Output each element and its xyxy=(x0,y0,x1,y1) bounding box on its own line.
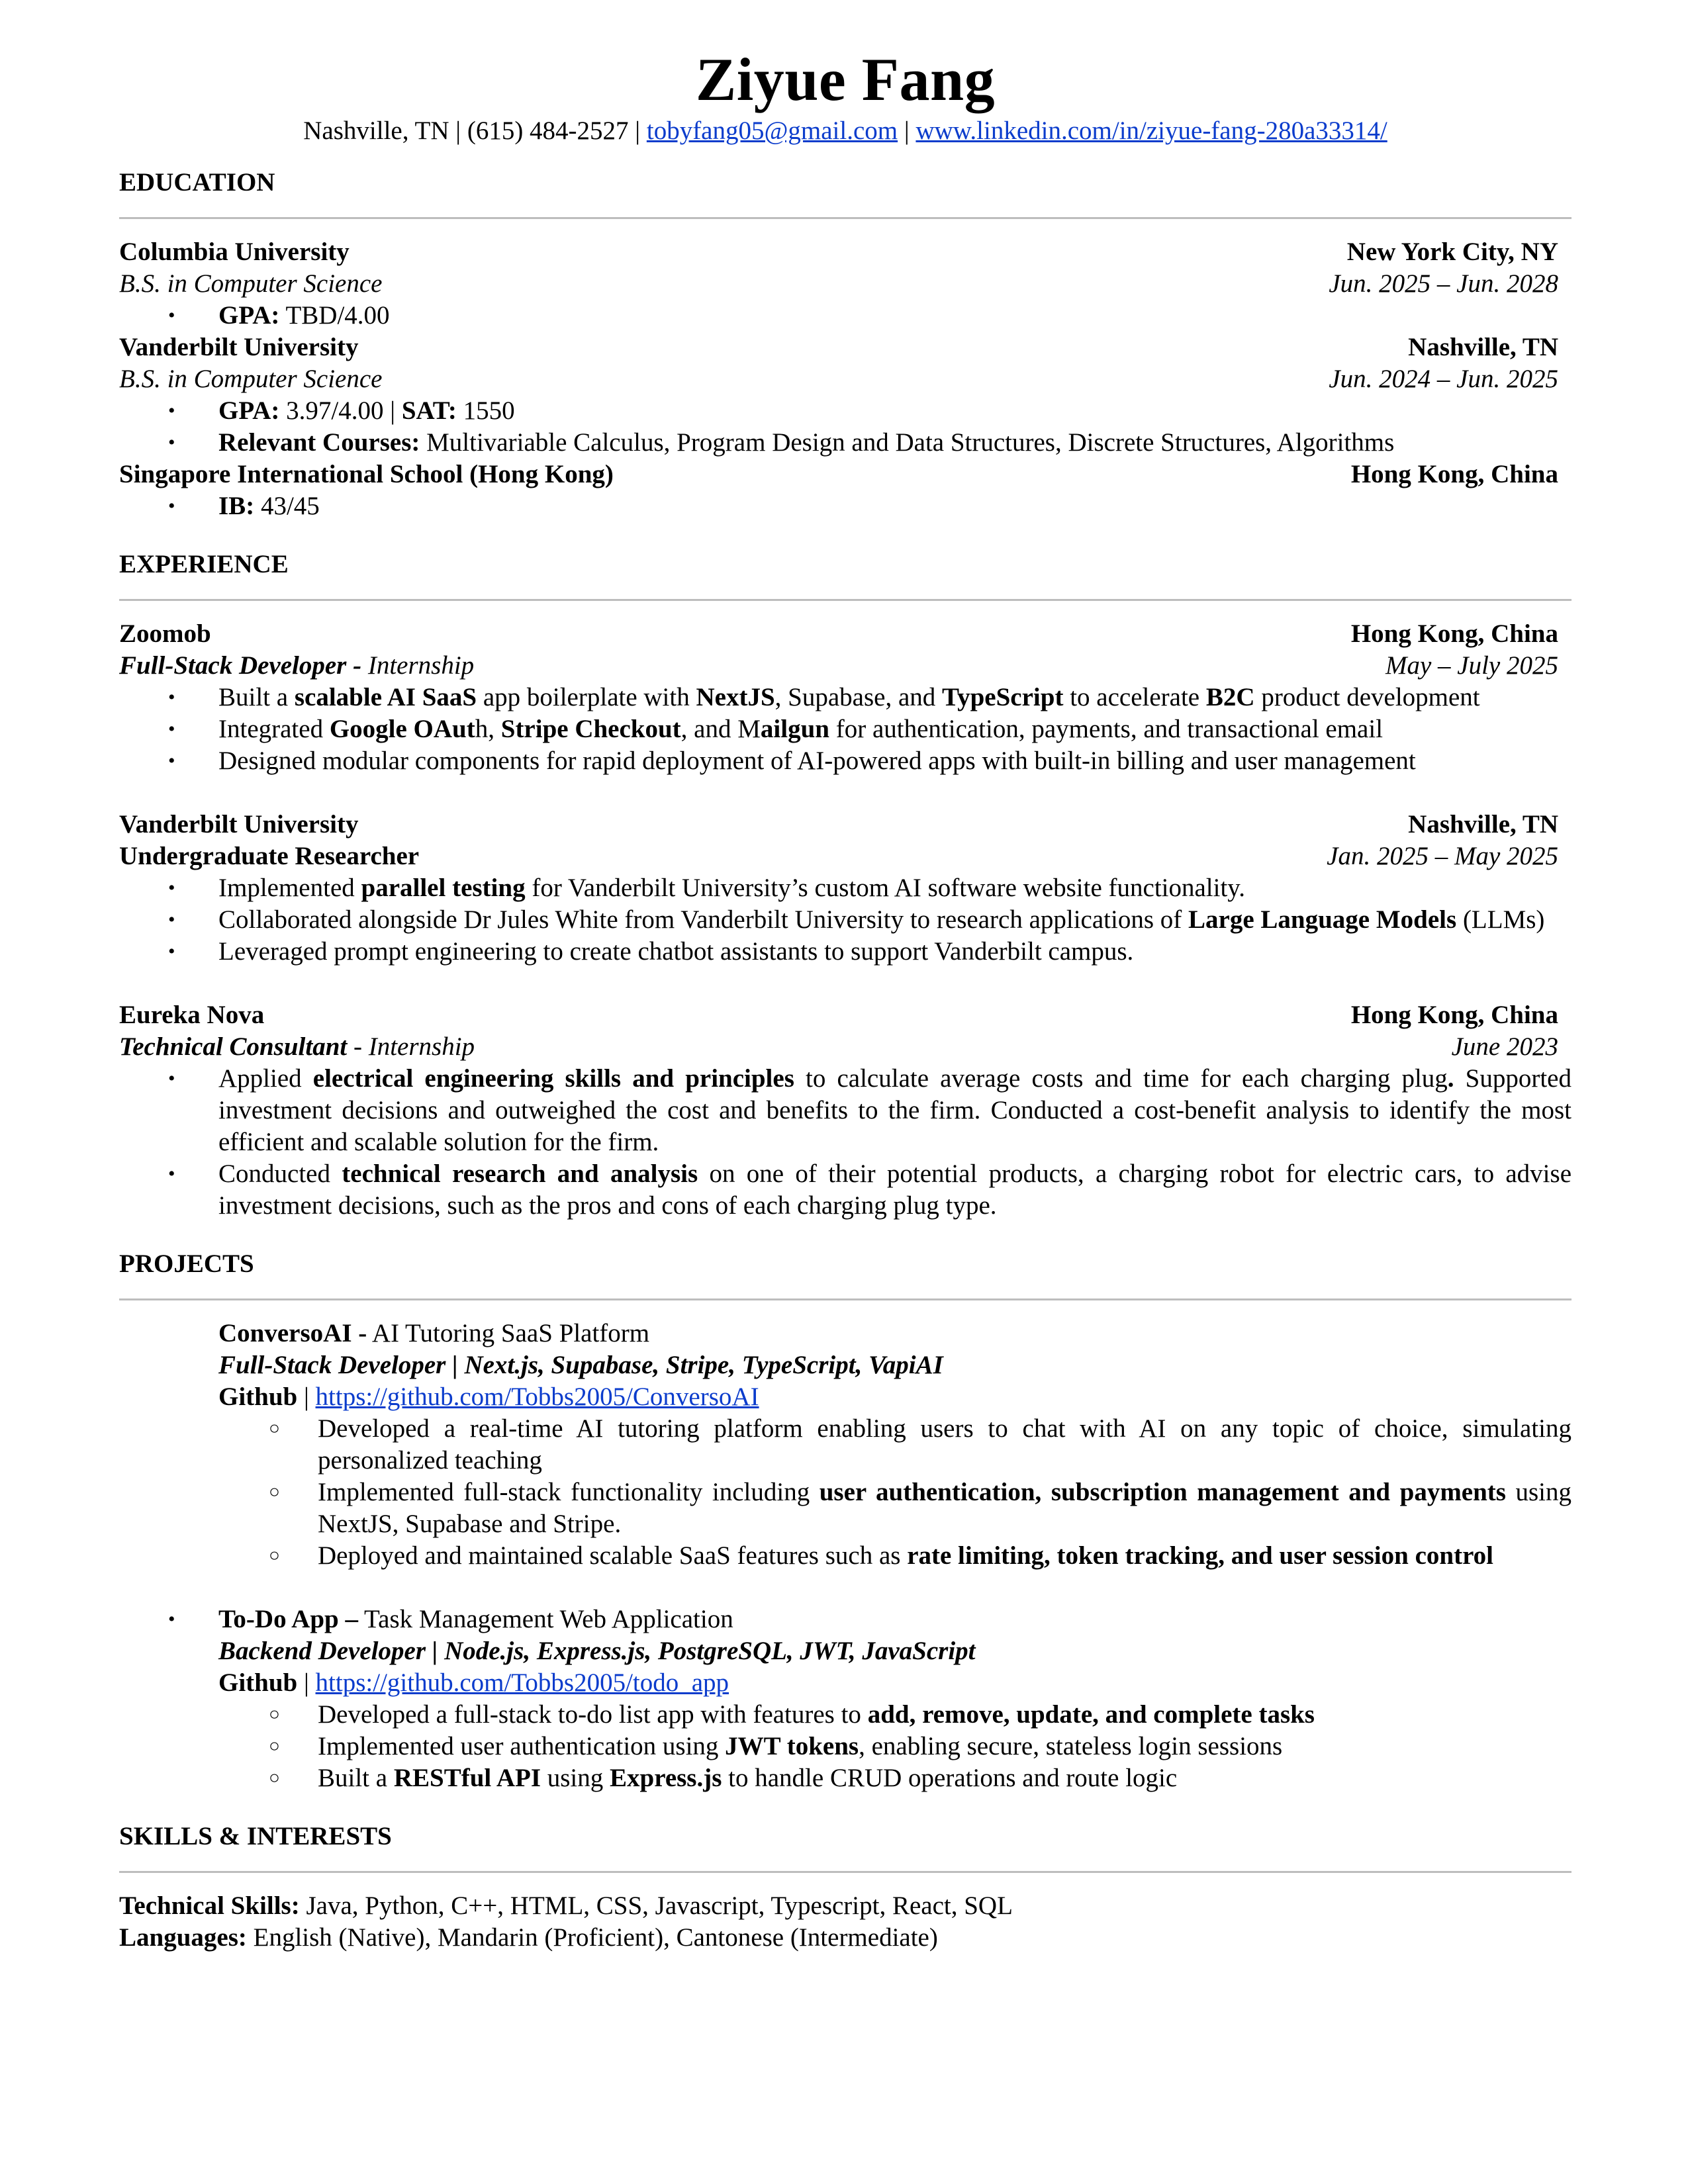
project-title xyxy=(119,1604,1571,1635)
text-run: on one of their potential products, a charging robot for electric cars, to advise investment decisions, such as the pros and cons of each charging plug type. xyxy=(218,1160,1572,1220)
text-run: Developed a real-time AI tutoring platform enabling users to chat with AI on any topic of choice, simulating personalized teaching xyxy=(318,1414,1571,1475)
text-run: , enabling secure, stateless login sessions xyxy=(859,1732,1283,1760)
text-run: RESTful API xyxy=(393,1764,541,1792)
contact-line: Nashville, TN | (615) 484-2527 | tobyfang05@gmail.com | www.linkedin.com/in/ziyue-fang-280a33314/ xyxy=(303,116,1387,145)
school-header xyxy=(119,236,1558,268)
text-run: Conducted xyxy=(218,1160,342,1188)
detail-value: TBD/4.00 xyxy=(279,301,390,330)
text-run: TypeScript xyxy=(942,683,1064,711)
project-role: Full-Stack Developer | Next.js, Supabase, Stripe, TypeScript, VapiAI xyxy=(218,1351,943,1379)
section-title: PROJECTS xyxy=(119,1250,254,1278)
email-link[interactable]: tobyfang05@gmail.com xyxy=(646,116,898,145)
text-run: app boilerplate with xyxy=(477,683,696,711)
school-details xyxy=(119,490,1571,522)
list-item xyxy=(119,713,1571,745)
list-item xyxy=(119,490,1571,522)
linkedin-link[interactable]: www.linkedin.com/in/ziyue-fang-280a33314/ xyxy=(915,116,1387,145)
text-run: Leveraged prompt engineering to create chatbot assistants to support Vanderbilt campus. xyxy=(218,937,1134,966)
text-run: to accelerate xyxy=(1063,683,1206,711)
text-run: NextJS xyxy=(696,683,775,711)
list-item xyxy=(119,872,1571,904)
degree: B.S. in Computer Science xyxy=(119,365,383,393)
text-run: Stripe Checkout xyxy=(500,715,681,743)
text-run: to handle CRUD operations and route logic xyxy=(722,1764,1178,1792)
text-run: Deployed and maintained scalable SaaS features such as xyxy=(318,1541,908,1570)
list-item xyxy=(119,1731,1571,1762)
project-github xyxy=(119,1381,1571,1413)
role-title: Full-Stack Developer - xyxy=(119,651,362,680)
section-title: EDUCATION xyxy=(119,168,275,197)
project-desc: Task Management Web Application xyxy=(357,1605,733,1633)
education-list xyxy=(119,236,1571,522)
list-item xyxy=(119,1158,1571,1222)
github-link[interactable]: https://github.com/Tobbs2005/ConversoAI xyxy=(315,1383,759,1411)
role-row xyxy=(119,1031,1558,1063)
projects-section xyxy=(119,1248,1571,1794)
text-run: h, xyxy=(475,715,501,743)
company-name: Vanderbilt University xyxy=(119,810,359,839)
list-item xyxy=(119,936,1571,968)
text-run: using xyxy=(541,1764,610,1792)
text-run: Collaborated alongside Dr Jules White from Vanderbilt University to research applications of xyxy=(218,905,1189,934)
text-run: using NextJS, Supabase and Stripe. xyxy=(318,1478,1572,1538)
text-run: Built a xyxy=(318,1764,394,1792)
degree: B.S. in Computer Science xyxy=(119,269,383,298)
company-name: Eureka Nova xyxy=(119,1001,265,1029)
spacer xyxy=(119,968,1571,999)
job-location: Hong Kong, China xyxy=(1350,1001,1558,1029)
text-run: add, remove, update, and complete tasks xyxy=(867,1700,1315,1729)
list-item xyxy=(119,1413,1571,1477)
school-location: Hong Kong, China xyxy=(1350,460,1558,488)
section-divider xyxy=(119,599,1571,601)
text-run: Supported investment decisions and outweighed the cost and benefits to the firm. Conducted a cost-benefit analysis to identify the most efficient and scalable solution for the firm. xyxy=(218,1064,1571,1156)
job-header xyxy=(119,618,1558,650)
experience-list xyxy=(119,618,1571,1222)
section-divider xyxy=(119,1871,1571,1873)
text-run: parallel testing xyxy=(361,874,526,902)
detail-value: 3.97/4.00 | xyxy=(279,396,402,425)
text-run: for authentication, payments, and transactional email xyxy=(829,715,1383,743)
detail-label: SAT: xyxy=(401,396,457,425)
role-type: - Internship xyxy=(347,1032,475,1061)
list-item xyxy=(119,1063,1571,1158)
text-run: JWT tokens xyxy=(725,1732,859,1760)
degree-dates: Jun. 2024 – Jun. 2025 xyxy=(1329,365,1558,393)
role xyxy=(119,650,474,682)
github-label: Github xyxy=(218,1383,298,1411)
projects-list xyxy=(119,1318,1571,1794)
text-run: B2C xyxy=(1205,683,1255,711)
text-run: ailgun xyxy=(760,715,829,743)
project-name: ConversoAI - xyxy=(218,1319,367,1347)
section-title: SKILLS & INTERESTS xyxy=(119,1822,392,1850)
text-run: , Supabase, and xyxy=(774,683,942,711)
job-location: Hong Kong, China xyxy=(1350,619,1558,648)
role-row xyxy=(119,650,1558,682)
project-desc: AI Tutoring SaaS Platform xyxy=(367,1319,650,1347)
text-run: for Vanderbilt University’s custom AI software website functionality. xyxy=(525,874,1246,902)
experience-section xyxy=(119,549,1571,1222)
school-details xyxy=(119,300,1571,332)
school-name: Singapore International School (Hong Kong) xyxy=(119,460,614,488)
skills-section xyxy=(119,1821,1571,1954)
candidate-name: Ziyue Fang xyxy=(695,46,996,113)
job-bullets xyxy=(119,872,1571,968)
role-title: Undergraduate Researcher xyxy=(119,842,420,870)
list-item xyxy=(119,1762,1571,1794)
list-item xyxy=(119,300,1571,332)
list-item xyxy=(119,1699,1571,1731)
phone: (615) 484-2527 xyxy=(467,116,629,145)
list-item xyxy=(119,427,1571,459)
job-dates: June 2023 xyxy=(1451,1032,1558,1061)
text-run: Implemented user authentication using xyxy=(318,1732,726,1760)
degree-dates: Jun. 2025 – Jun. 2028 xyxy=(1329,269,1558,298)
text-run: Implemented xyxy=(218,874,361,902)
project-name: To-Do App – xyxy=(218,1605,358,1633)
role-row xyxy=(119,841,1558,872)
role-title: Technical Consultant xyxy=(119,1032,348,1061)
text-run: Large Language Models xyxy=(1188,905,1457,934)
separator: | xyxy=(303,1383,309,1411)
text-run: technical research and analysis xyxy=(342,1160,698,1188)
school-name: Vanderbilt University xyxy=(119,333,359,361)
job-dates: May – July 2025 xyxy=(1385,651,1558,680)
list-item xyxy=(119,395,1571,427)
project-role: Backend Developer | Node.js, Express.js, PostgreSQL, JWT, JavaScript xyxy=(218,1637,976,1665)
detail-value: 1550 xyxy=(456,396,515,425)
job-bullets xyxy=(119,1063,1571,1222)
job-bullets xyxy=(119,682,1571,777)
role-type: Internship xyxy=(361,651,475,680)
text-run: Developed a full-stack to-do list app with features to xyxy=(318,1700,868,1729)
job-dates: Jan. 2025 – May 2025 xyxy=(1327,842,1558,870)
degree-row xyxy=(119,363,1558,395)
text-run: (LLMs) xyxy=(1456,905,1545,934)
text-run: to calculate average costs and time for each charging plug xyxy=(794,1064,1448,1093)
text-run: rate limiting, token tracking, and user session control xyxy=(907,1541,1494,1570)
detail-label: GPA: xyxy=(218,396,280,425)
text-run: Implemented full-stack functionality including xyxy=(318,1478,820,1506)
project-title xyxy=(119,1318,1571,1349)
project-bullets xyxy=(119,1413,1571,1572)
separator: | xyxy=(303,1668,309,1697)
detail-label: GPA: xyxy=(218,301,280,330)
text-run: , and M xyxy=(680,715,761,743)
degree-row xyxy=(119,268,1558,300)
detail-value: 43/45 xyxy=(254,492,320,520)
list-item xyxy=(119,1540,1571,1572)
text-run: Integrated xyxy=(218,715,330,743)
languages: Languages: English (Native), Mandarin (Proficient), Cantonese (Intermediate) xyxy=(119,1923,938,1952)
job-header xyxy=(119,809,1558,841)
detail-value: Multivariable Calculus, Program Design and Data Structures, Discrete Structures, Algorithms xyxy=(420,428,1395,457)
job-header xyxy=(119,999,1558,1031)
school-location: Nashville, TN xyxy=(1408,333,1558,361)
text-run: Express.js xyxy=(610,1764,722,1792)
list-item xyxy=(119,745,1571,777)
school-location: New York City, NY xyxy=(1346,238,1558,266)
section-title: EXPERIENCE xyxy=(119,550,289,578)
location: Nashville, TN xyxy=(303,116,449,145)
spacer xyxy=(119,777,1571,809)
school-name: Columbia University xyxy=(119,238,350,266)
spacer xyxy=(119,1572,1571,1604)
job-location: Nashville, TN xyxy=(1408,810,1558,839)
detail-label: IB: xyxy=(218,492,255,520)
text-run: Applied xyxy=(218,1064,313,1093)
project-bullets xyxy=(119,1699,1571,1794)
text-run: Built a xyxy=(218,683,295,711)
github-label: Github xyxy=(218,1668,298,1697)
github-link[interactable]: https://github.com/Tobbs2005/todo_app xyxy=(315,1668,729,1697)
school-details xyxy=(119,395,1571,459)
text-run: user authentication, subscription management and payments xyxy=(819,1478,1506,1506)
text-run: . xyxy=(1447,1064,1454,1093)
list-item xyxy=(119,682,1571,713)
school-header xyxy=(119,332,1558,363)
company-name: Zoomob xyxy=(119,619,211,648)
project-github xyxy=(119,1667,1571,1699)
text-run: scalable AI SaaS xyxy=(294,683,477,711)
technical-skills: Technical Skills: Java, Python, C++, HTML, CSS, Javascript, Typescript, React, SQL xyxy=(119,1891,1013,1920)
text-run: Google OAut xyxy=(329,715,475,743)
role xyxy=(119,841,419,872)
section-divider xyxy=(119,1298,1571,1300)
text-run: Designed modular components for rapid deployment of AI-powered apps with built-in billing and user management xyxy=(218,747,1416,775)
section-divider xyxy=(119,217,1571,219)
detail-label: Relevant Courses: xyxy=(218,428,420,457)
role xyxy=(119,1031,475,1063)
school-header xyxy=(119,459,1558,490)
list-item xyxy=(119,904,1571,936)
resume-page xyxy=(119,46,1571,1954)
text-run: product development xyxy=(1254,683,1480,711)
text-run: electrical engineering skills and principles xyxy=(312,1064,794,1093)
education-section xyxy=(119,167,1571,522)
list-item xyxy=(119,1477,1571,1540)
